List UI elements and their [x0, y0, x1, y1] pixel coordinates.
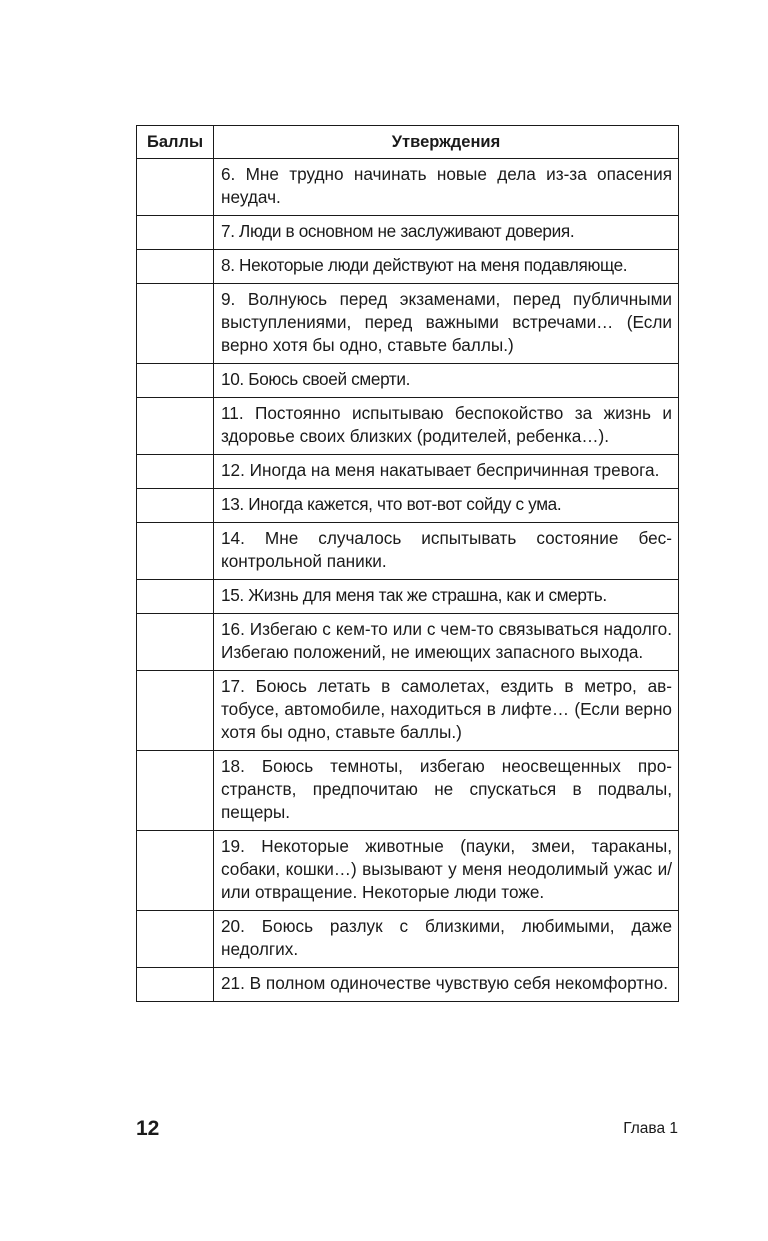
- score-cell[interactable]: [137, 523, 214, 580]
- statement-cell: 12. Иногда на меня накатывает беспричинная тревога.: [214, 455, 679, 489]
- table-row: [137, 751, 679, 831]
- statement-cell: 9. Волнуюсь перед экзаменами, перед публичными выступлениями, перед важными встречами… (Если верно хотя бы одно, ставьте баллы.): [214, 284, 679, 364]
- statement-cell: 21. В полном одиночестве чувствую себя некомфортно.: [214, 968, 679, 1002]
- table-row: [137, 580, 679, 614]
- score-cell[interactable]: [137, 398, 214, 455]
- statement-cell: 18. Боюсь темноты, избегаю неосвещенных пространств, предпочитаю не спускаться в подвалы, пещеры.: [214, 751, 679, 831]
- score-cell[interactable]: [137, 284, 214, 364]
- score-cell[interactable]: [137, 580, 214, 614]
- table-row: [137, 284, 679, 364]
- page-number: 12: [136, 1117, 160, 1140]
- table-header-row: [137, 126, 679, 159]
- statement-cell: 8. Некоторые люди действуют на меня подавляюще.: [214, 250, 679, 284]
- table-row: [137, 671, 679, 751]
- table-row: [137, 216, 679, 250]
- score-cell[interactable]: [137, 911, 214, 968]
- table-row: [137, 159, 679, 216]
- score-cell[interactable]: [137, 614, 214, 671]
- table-row: [137, 455, 679, 489]
- score-cell[interactable]: [137, 489, 214, 523]
- score-cell[interactable]: [137, 968, 214, 1002]
- statement-cell: 10. Боюсь своей смерти.: [214, 364, 679, 398]
- score-cell[interactable]: [137, 159, 214, 216]
- statement-cell: 14. Мне случалось испытывать состояние бесконтрольной паники.: [214, 523, 679, 580]
- table-row: [137, 250, 679, 284]
- table-row: [137, 614, 679, 671]
- statement-cell: 20. Боюсь разлук с близкими, любимыми, даже недолгих.: [214, 911, 679, 968]
- table-row: [137, 523, 679, 580]
- chapter-label: Глава 1: [623, 1120, 678, 1137]
- score-cell[interactable]: [137, 455, 214, 489]
- statement-cell: 16. Избегаю с кем-то или с чем-то связываться надолго. Избегаю положений, не имеющих запасного выхода.: [214, 614, 679, 671]
- statement-cell: 19. Некоторые животные (пауки, змеи, тараканы, собаки, кошки…) вызывают у меня неодолимый ужас и/или отвращение. Некоторые люди тоже.: [214, 831, 679, 911]
- statement-cell: 13. Иногда кажется, что вот-вот сойду с ума.: [214, 489, 679, 523]
- table-row: [137, 831, 679, 911]
- score-cell[interactable]: [137, 751, 214, 831]
- table-row: [137, 398, 679, 455]
- statement-cell: 11. Постоянно испытываю беспокойство за жизнь и здоровье своих близких (родителей, ребенка…).: [214, 398, 679, 455]
- table-row: [137, 911, 679, 968]
- statement-cell: 6. Мне трудно начинать новые дела из-за опасения неудач.: [214, 159, 679, 216]
- survey-table: [136, 125, 679, 1002]
- statement-cell: 7. Люди в основном не заслуживают доверия.: [214, 216, 679, 250]
- score-cell[interactable]: [137, 364, 214, 398]
- table-row: [137, 968, 679, 1002]
- score-cell[interactable]: [137, 250, 214, 284]
- header-statement: Утверждения: [214, 126, 679, 159]
- statement-cell: 17. Боюсь летать в самолетах, ездить в метро, автобусе, автомобиле, находиться в лифте… (Если верно хотя бы одно, ставьте баллы.): [214, 671, 679, 751]
- table-row: [137, 489, 679, 523]
- score-cell[interactable]: [137, 216, 214, 250]
- table-row: [137, 364, 679, 398]
- statement-cell: 15. Жизнь для меня так же страшна, как и смерть.: [214, 580, 679, 614]
- header-score: Баллы: [137, 126, 214, 159]
- score-cell[interactable]: [137, 671, 214, 751]
- score-cell[interactable]: [137, 831, 214, 911]
